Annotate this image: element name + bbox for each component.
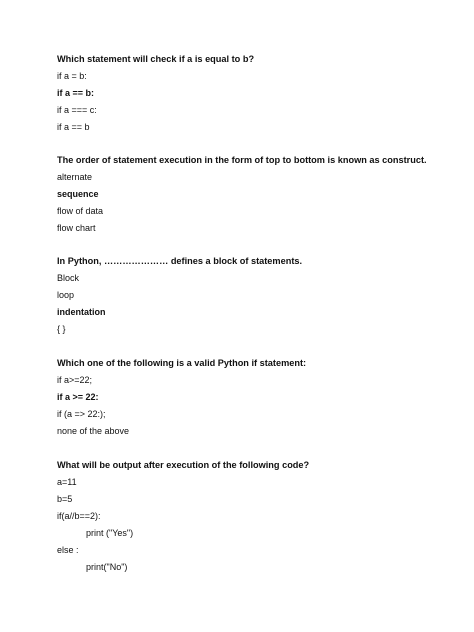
question-2-text: The order of statement execution in the form of top to bottom is known as construct. [57, 155, 427, 165]
question-5-text: What will be output after execution of the following code? [57, 460, 310, 470]
question-4-option-3: if (a => 22:); [57, 409, 106, 419]
code-line-4: print ("Yes") [86, 528, 134, 538]
question-1-option-2-correct: if a == b: [57, 88, 95, 98]
question-4-option-2-correct: if a >= 22: [57, 392, 99, 402]
question-4-option-1: if a>=22; [57, 375, 93, 385]
code-line-1: a=11 [57, 477, 77, 487]
question-2-option-2-correct: sequence [57, 189, 99, 199]
question-1-text: Which statement will check if a is equal to b? [57, 54, 255, 64]
question-4-option-4: none of the above [57, 426, 130, 436]
code-line-6: print("No") [86, 562, 128, 572]
question-1-option-4: if a == b [57, 122, 90, 132]
question-1-option-1: if a = b: [57, 71, 87, 81]
question-3-text: In Python, ………………… defines a block of statements. [57, 256, 303, 266]
code-line-5: else : [57, 545, 79, 555]
question-3-option-4: { } [57, 324, 66, 334]
question-2-option-1: alternate [57, 172, 93, 182]
question-3-option-1: Block [57, 273, 80, 283]
question-1-option-3: if a === c: [57, 105, 97, 115]
question-4-text: Which one of the following is a valid Python if statement: [57, 358, 307, 368]
question-2-option-3: flow of data [57, 206, 104, 216]
question-2-option-4: flow chart [57, 223, 96, 233]
question-3-option-2: loop [57, 290, 75, 300]
code-line-3: if(a//b==2): [57, 511, 101, 521]
question-3-option-3-correct: indentation [57, 307, 106, 317]
code-line-2: b=5 [57, 494, 73, 504]
